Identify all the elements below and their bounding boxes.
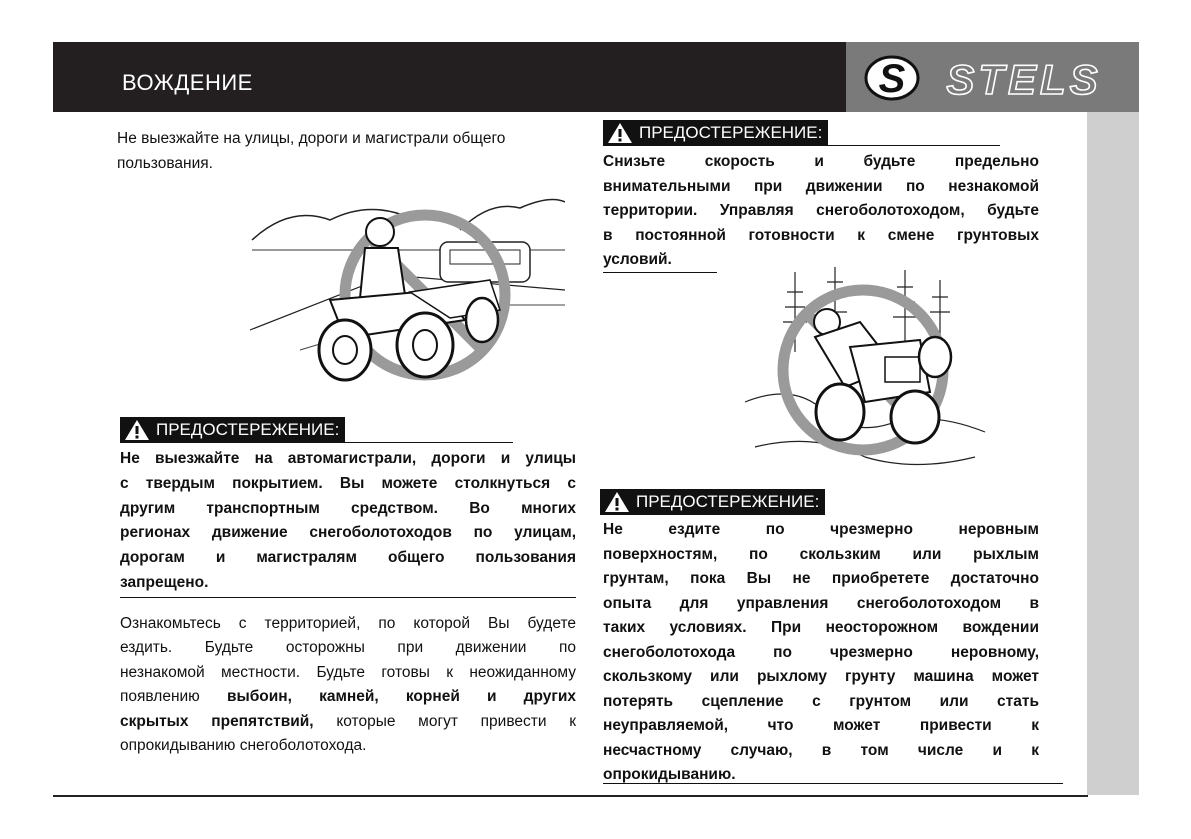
terrain-paragraph [120,612,576,758]
warning-rule [828,145,1000,146]
text-line: ездить. Будьте осторожны при движении по [120,639,576,657]
text-line: появлению выбоин, камней, корней и других [120,688,576,706]
text-line: незнакомой местности. Будьте готовы к неожиданному [120,663,576,681]
text-line: условий. [603,251,672,269]
warning-triangle-icon [607,122,633,144]
text-line: Снизьте скорость и будьте предельно [603,153,1039,170]
left-warning-header [120,417,513,443]
bottom-rule [53,795,1088,797]
text-line: неуправляемой, что может привести к [603,717,1039,734]
right-warning-1-bottom-rule [603,272,717,273]
warning-label-text: ПРЕДОСТЕРЕЖЕНИЕ: [156,420,340,439]
text-line: другим транспортным средством. Во многих [120,499,576,517]
warning-label-text: ПРЕДОСТЕРЕЖЕНИЕ: [636,492,820,511]
warning-label [600,489,825,515]
left-warning-bottom-rule [120,597,576,598]
text-line: скрытых препятствий, которые могут привести к [120,712,577,730]
right-warning-2-bottom-rule [603,783,1063,784]
right-warning-1-text [603,150,1039,273]
text-line: поверхностям, по скользким или рыхлым [603,545,1039,563]
atv-rough-terrain-illustration [735,262,990,477]
text-line: опрокидыванию. [603,766,736,783]
warning-triangle-icon [124,419,150,441]
text-line: опыта для управления снегоболотоходом в [603,594,1039,612]
atv-road-illustration [250,180,565,395]
brand-logo-box [846,42,1139,112]
right-warning-2-text [603,518,1039,788]
text-line: таких условиях. При неосторожном вождении [603,619,1039,636]
text-line: несчастному случаю, в том числе и к [603,741,1039,759]
warning-label [120,417,345,443]
text-line: Не ездите по чрезмерно неровным [603,521,1039,538]
brand-letter: S [878,57,906,101]
text-line: внимательными при движении по незнакомой [603,177,1039,195]
warning-label [603,120,828,146]
text-line: потерять сцепление с грунтом или стать [603,692,1039,710]
brand-logo [846,42,1139,112]
left-warning-text [120,447,576,596]
text-line: Ознакомьтесь с территорией, по которой Вы будете [120,615,576,632]
text-line: опрокидыванию снегоболотохода. [120,737,367,755]
text-line: дорогам и магистралям общего пользования [120,549,576,567]
text-line: запрещено. [120,573,209,591]
text-line: снегоболотохода по чрезмерно неровному, [603,643,1039,661]
right-warning-2-header [600,489,825,515]
text-line: скользкому или рыхлому грунту машина может [603,668,1039,685]
side-tab-bar [1087,112,1139,795]
text-line: Не выезжайте на автомагистрали, дороги и улицы [120,450,576,467]
brand-name: STELS [946,56,1102,103]
text-line: регионах движение снегоболотоходов по улицам, [120,524,576,542]
text-line: с твердым покрытием. Вы можете столкнуться с [120,474,576,492]
text-line: территории. Управляя снегоболотоходом, будьте [603,202,1039,220]
warning-label-text: ПРЕДОСТЕРЕЖЕНИЕ: [639,123,823,142]
right-warning-1-header [603,120,1000,146]
text-line: грунтам, пока Вы не приобретете достаточно [603,570,1039,587]
warning-triangle-icon [604,491,630,513]
warning-rule [345,442,513,443]
page-title: ВОЖДЕНИЕ [122,70,253,95]
intro-paragraph: Не выезжайте на улицы, дороги и магистрали общего пользования. [117,130,506,172]
text-line: в постоянной готовности к смене грунтовых [603,226,1039,244]
